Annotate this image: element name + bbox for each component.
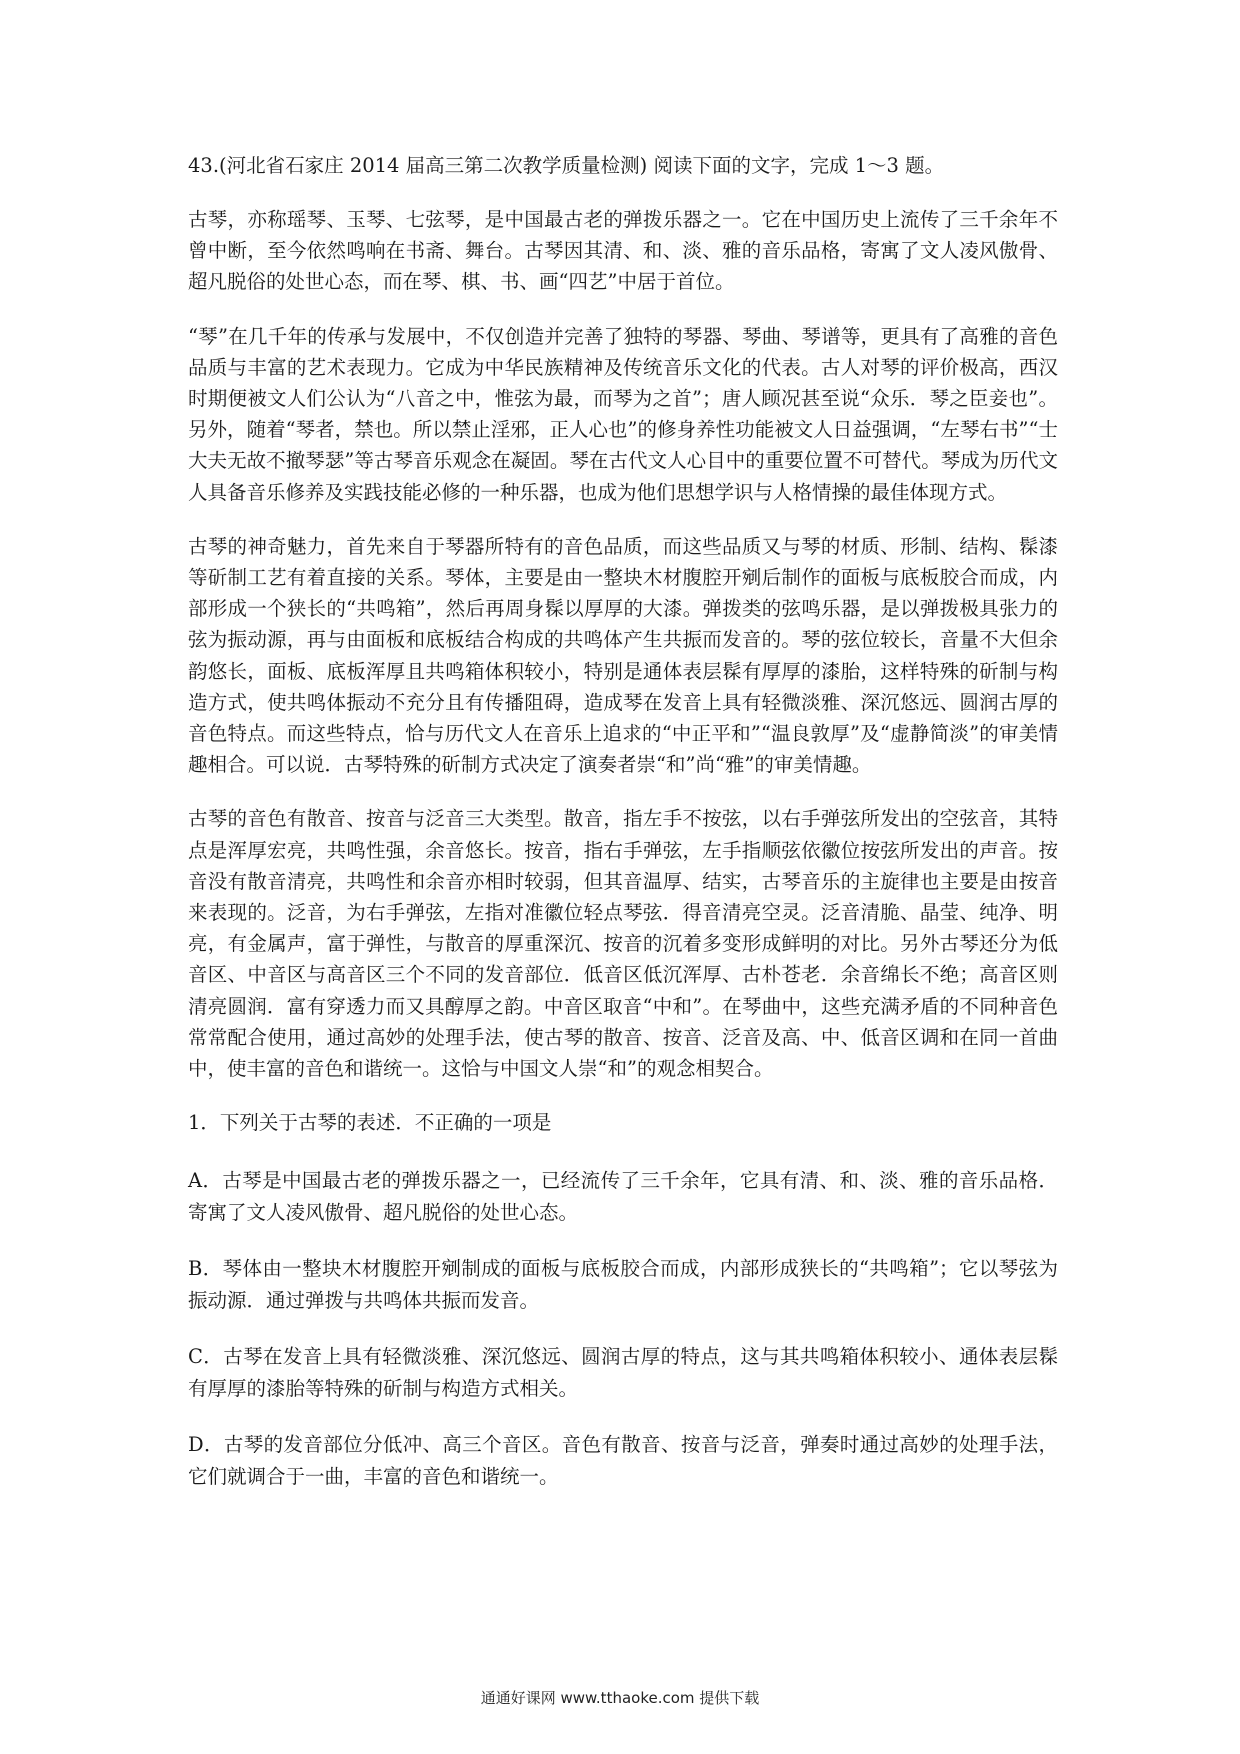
passage-paragraph-2: “琴”在几千年的传承与发展中，不仅创造并完善了独特的琴器、琴曲、琴谱等，更具有了高雅的音色品质与丰富的艺术表现力。它成为中华民族精神及传统音乐文化的代表。古人对琴的评价极高，西汉时期便被文人们公认为“八音之中，惟弦为最，而琴为之首”；唐人顾况甚至说“众乐．琴之臣妾也”。另外，随着“琴者，禁也。所以禁止淫邪，正人心也”的修身养性功能被文人日益强调，“左琴右书”“士大夫无故不撤琴瑟”等古琴音乐观念在凝固。琴在古代文人心目中的重要位置不可替代。琴成为历代文人具备音乐修养及实践技能必修的一种乐器，也成为他们思想学识与人格情操的最佳体现方式。 [188,324,1058,504]
option-c: C．古琴在发音上具有轻微淡雅、深沉悠远、圆润古厚的特点，这与其共鸣箱体积较小、通体表层髹有厚厚的漆胎等特殊的斫制与构造方式相关。 [188,1345,1058,1401]
question-heading: 43.(河北省石家庄 2014 届高三第二次教学质量检测) 阅读下面的文字，完成 1～3 题。 [188,154,945,177]
option-a: A．古琴是中国最古老的弹拨乐器之一，已经流传了三千余年，它具有清、和、淡、雅的音乐品格．寄寓了文人凌风傲骨、超凡脱俗的处世心态。 [188,1169,1058,1225]
option-b: B．琴体由一整块木材腹腔开剜制成的面板与底板胶合而成，内部形成狭长的“共鸣箱”；它以琴弦为振动源．通过弹拨与共鸣体共振而发音。 [188,1257,1058,1313]
page-footer: 通通好课网 www.tthaoke.com 提供下载 [480,1689,760,1707]
passage-paragraph-1: 古琴，亦称瑶琴、玉琴、七弦琴，是中国最古老的弹拨乐器之一。它在中国历史上流传了三千余年不曾中断，至今依然鸣响在书斋、舞台。古琴因其清、和、淡、雅的音乐品格，寄寓了文人凌风傲骨、超凡脱俗的处世心态，而在琴、棋、书、画“四艺”中居于首位。 [188,208,1058,294]
passage-paragraph-4: 古琴的音色有散音、按音与泛音三大类型。散音，指左手不按弦，以右手弹弦所发出的空弦音，其特点是浑厚宏亮，共鸣性强，余音悠长。按音，指右手弹弦，左手指顺弦依徽位按弦所发出的声音。按音没有散音清亮，共鸣性和余音亦相时较弱，但其音温厚、结实，古琴音乐的主旋律也主要是由按音来表现的。泛音，为右手弹弦，左指对准徽位轻点琴弦．得音清亮空灵。泛音清脆、晶莹、纯净、明亮，有金属声，富于弹性，与散音的厚重深沉、按音的沉着多变形成鲜明的对比。另外古琴还分为低音区、中音区与高音区三个不同的发音部位．低音区低沉浑厚、古朴苍老．余音绵长不绝；高音区则清亮圆润．富有穿透力而又具醇厚之韵。中音区取音“中和”。在琴曲中，这些充满矛盾的不同种音色常常配合使用，通过高妙的处理手法，使古琴的散音、按音、泛音及高、中、低音区调和在同一首曲中，使丰富的音色和谐统一。这恰与中国文人崇“和”的观念相契合。 [188,807,1058,1081]
document-body [188,150,1058,1517]
passage-paragraph-3: 古琴的神奇魅力，首先来自于琴器所特有的音色品质，而这些品质又与琴的材质、形制、结构、髹漆等斫制工艺有着直接的关系。琴体，主要是由一整块木材腹腔开剜后制作的面板与底板胶合而成，内部形成一个狭长的“共鸣箱”，然后再周身髹以厚厚的大漆。弹拨类的弦鸣乐器，是以弹拨极具张力的弦为振动源，再与由面板和底板结合构成的共鸣体产生共振而发音的。琴的弦位较长，音量不大但余韵悠长，面板、底板浑厚且共鸣箱体积较小，特别是通体表层髹有厚厚的漆胎，这样特殊的斫制与构造方式，使共鸣体振动不充分且有传播阻碍，造成琴在发音上具有轻微淡雅、深沉悠远、圆润古厚的音色特点。而这些特点，恰与历代文人在音乐上追求的“中正平和”“温良敦厚”及“虚静简淡”的审美情趣相合。可以说．古琴特殊的斫制方式决定了演奏者崇“和”尚“雅”的审美情趣。 [188,534,1058,777]
question-stem: 1．下列关于古琴的表述．不正确的一项是 [188,1111,552,1135]
option-d: D．古琴的发音部位分低冲、高三个音区。音色有散音、按音与泛音，弹奏时通过高妙的处理手法，它们就调合于一曲，丰富的音色和谐统一。 [188,1433,1058,1489]
